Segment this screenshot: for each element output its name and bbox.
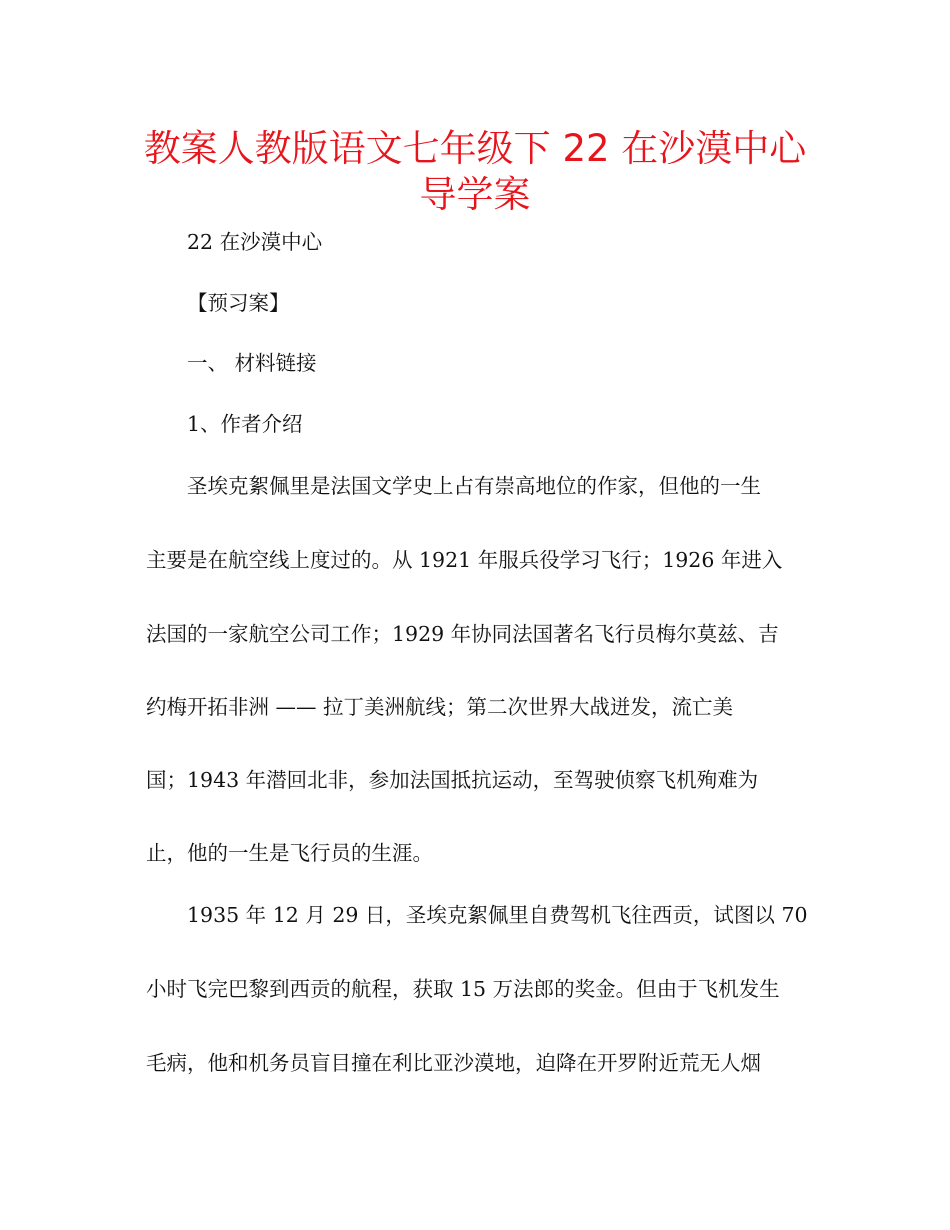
paragraph-line: 主要是在航空线上度过的。从 1921 年服兵役学习飞行；1926 年进入 bbox=[146, 548, 783, 572]
paragraph-line: 圣埃克絮佩里是法国文学史上占有崇高地位的作家，但他的一生 bbox=[187, 474, 761, 498]
document-title-line-2: 导学案 bbox=[419, 173, 531, 216]
paragraph-line: 法国的一家航空公司工作；1929 年协同法国著名飞行员梅尔莫兹、吉 bbox=[146, 622, 779, 646]
paragraph-line: 止，他的一生是飞行员的生涯。 bbox=[146, 841, 433, 865]
paragraph-line: 小时飞完巴黎到西贡的航程，获取 15 万法郎的奖金。但由于飞机发生 bbox=[146, 977, 780, 1001]
paragraph-line: 毛病，他和机务员盲目撞在利比亚沙漠地，迫降在开罗附近荒无人烟 bbox=[146, 1051, 761, 1075]
item-heading: 1、作者介绍 bbox=[187, 412, 303, 436]
document-title-line-1: 教案人教版语文七年级下 22 在沙漠中心 bbox=[143, 127, 807, 170]
section-heading: 22 在沙漠中心 bbox=[187, 230, 323, 254]
paragraph-line: 国；1943 年潜回北非，参加法国抵抗运动，至驾驶侦察飞机殉难为 bbox=[146, 768, 759, 792]
section-label-preview: 【预习案】 bbox=[187, 291, 290, 315]
paragraph-line: 约梅开拓非洲 —— 拉丁美洲航线；第二次世界大战迸发，流亡美 bbox=[146, 695, 734, 719]
subsection-heading: 一、 材料链接 bbox=[187, 351, 317, 375]
paragraph-line: 1935 年 12 月 29 日，圣埃克絮佩里自费驾机飞往西贡，试图以 70 bbox=[187, 903, 808, 927]
